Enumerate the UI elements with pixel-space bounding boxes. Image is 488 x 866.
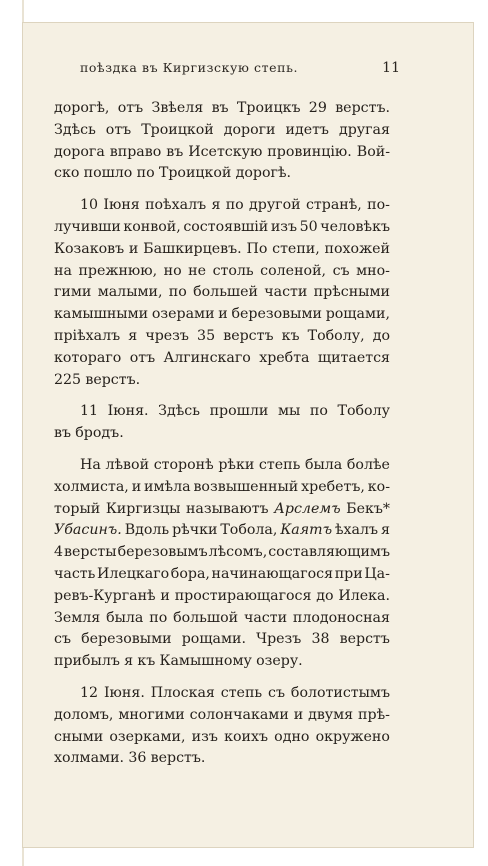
word: щитается xyxy=(317,349,390,366)
word: ревъ-Курганѣ xyxy=(54,587,156,604)
word: съ xyxy=(54,631,71,648)
word: дорога xyxy=(54,143,105,160)
word: была xyxy=(304,456,343,473)
word: одно xyxy=(274,728,310,745)
word: Чрезъ xyxy=(256,631,302,648)
word: большой xyxy=(173,609,239,626)
word: Башкирцевъ. xyxy=(143,240,242,257)
word: изъ xyxy=(191,728,218,745)
word: верстъ. xyxy=(150,750,206,767)
word: лѣсомъ, xyxy=(208,544,268,561)
word: котораго xyxy=(54,349,122,366)
word: состоявшій xyxy=(183,218,269,235)
text-line xyxy=(54,195,390,217)
text-line xyxy=(54,217,390,239)
word: солончаками xyxy=(189,706,289,723)
word: имѣла xyxy=(144,478,191,495)
word: по xyxy=(168,284,187,301)
word: бродъ. xyxy=(75,425,124,442)
word: часть xyxy=(54,565,96,582)
word: и xyxy=(131,478,142,495)
word: отъ xyxy=(129,349,156,366)
text-line xyxy=(54,651,390,673)
word: Земля xyxy=(54,609,101,626)
word: доломъ, xyxy=(54,706,114,723)
word: мно- xyxy=(356,262,390,279)
word: верстъ xyxy=(339,631,390,648)
word: по xyxy=(309,403,328,420)
word: озеру. xyxy=(256,653,303,670)
text-line xyxy=(54,142,390,164)
word: торый xyxy=(54,500,101,517)
word: плодоносная xyxy=(292,609,390,626)
word: Убасинъ. xyxy=(54,522,122,539)
word: многими xyxy=(118,706,185,723)
word: Троицкой xyxy=(141,121,214,138)
text-line xyxy=(54,629,390,651)
text-line xyxy=(54,564,390,586)
word: по xyxy=(225,197,244,214)
word: но xyxy=(163,262,182,279)
word: мы xyxy=(277,403,301,420)
word: большей xyxy=(193,284,258,301)
word: хребта xyxy=(259,349,310,366)
word: простирающагося xyxy=(174,587,312,604)
paragraph-gap xyxy=(54,673,390,683)
text-line xyxy=(54,370,390,392)
word: Здѣсь xyxy=(158,403,200,420)
word: начинающагося xyxy=(211,565,334,582)
word: части xyxy=(243,609,288,626)
word: холмиста, xyxy=(54,478,129,495)
text-line xyxy=(54,304,390,326)
word: и xyxy=(160,587,170,604)
word: степь xyxy=(258,456,301,473)
word: 11 xyxy=(80,403,99,420)
word: 4 xyxy=(54,544,64,561)
word: похожей xyxy=(324,240,390,257)
word: березовыми xyxy=(81,631,172,648)
word: По xyxy=(246,240,268,257)
word: на xyxy=(54,262,72,279)
text-line xyxy=(54,326,390,348)
text-line xyxy=(54,520,390,542)
word: провинцію. xyxy=(267,143,352,160)
word: Арслемъ xyxy=(274,500,341,517)
text-line xyxy=(54,477,390,499)
word: болотистымъ xyxy=(290,684,390,701)
word: и xyxy=(128,240,139,257)
text-line xyxy=(54,282,390,304)
word: по xyxy=(136,165,155,182)
paragraph xyxy=(54,455,390,673)
word: возвышенный xyxy=(193,478,299,495)
word: не xyxy=(188,262,207,279)
word: сторонѣ xyxy=(153,456,214,473)
word: конвой, xyxy=(123,218,181,235)
running-head-title: поѣздка въ Киргизскую степь. xyxy=(80,60,299,75)
word: озерками, xyxy=(109,728,186,745)
word: Тобола, xyxy=(220,522,278,539)
text-line xyxy=(54,401,390,423)
word: къ xyxy=(137,653,156,670)
word: я xyxy=(124,653,134,670)
word: ко- xyxy=(367,478,390,495)
word: бора, xyxy=(170,565,210,582)
word: Іюня. xyxy=(107,403,149,420)
word: окружено xyxy=(315,728,390,745)
word: березовыми xyxy=(231,306,322,323)
word: рощами, xyxy=(325,306,390,323)
word: до xyxy=(316,587,334,604)
word: 50 xyxy=(299,218,318,235)
word: дорогѣ. xyxy=(235,165,292,182)
word: въ xyxy=(211,100,229,116)
body-text xyxy=(54,98,390,770)
word: Плоская xyxy=(150,684,215,701)
word: Тоболу xyxy=(337,403,390,420)
word: лучивши xyxy=(54,218,121,235)
word: при xyxy=(334,565,363,582)
word: рѣки xyxy=(218,456,255,473)
word: холмами. xyxy=(54,750,125,767)
word: называютъ xyxy=(185,500,269,517)
text-line xyxy=(54,455,390,477)
word: человѣкъ xyxy=(320,218,390,235)
word: Ца- xyxy=(364,565,390,582)
word: Камышному xyxy=(159,653,252,670)
word: степь xyxy=(220,684,263,701)
word: столь xyxy=(212,262,254,279)
word: составляющимъ xyxy=(268,544,390,561)
word: дорогѣ, xyxy=(54,100,110,116)
word: Бекъ* xyxy=(346,500,390,517)
word: Каятъ xyxy=(280,522,333,539)
paragraph xyxy=(54,683,390,770)
word: гими xyxy=(54,284,92,301)
word: до xyxy=(372,327,390,344)
text-line xyxy=(54,163,390,185)
word: рощами. xyxy=(181,631,246,648)
word: съ xyxy=(268,684,286,701)
word: въ xyxy=(166,143,184,160)
word: Козаковъ xyxy=(54,240,125,257)
text-line xyxy=(54,748,390,770)
word: поѣхалъ xyxy=(145,197,207,214)
word: я xyxy=(128,327,138,344)
word: Вой- xyxy=(356,143,390,160)
word: и xyxy=(293,706,304,723)
word: части xyxy=(264,284,308,301)
word: версты xyxy=(64,544,117,561)
word: 10 xyxy=(80,197,99,214)
word: рѣчки xyxy=(172,522,218,539)
word: камышными xyxy=(54,306,149,323)
paragraph xyxy=(54,401,390,445)
word: по- xyxy=(367,197,390,214)
word: странѣ, xyxy=(305,197,362,214)
word: Вдоль xyxy=(124,522,170,539)
text-line xyxy=(54,239,390,261)
paragraph xyxy=(54,98,390,185)
word: пріѣхалъ xyxy=(54,327,121,344)
running-head xyxy=(80,60,400,75)
word: лѣвой xyxy=(105,456,150,473)
word: другая xyxy=(338,121,390,138)
word: прежнюю, xyxy=(78,262,158,279)
word: и xyxy=(218,306,228,323)
word: верстъ xyxy=(223,327,274,344)
text-line xyxy=(54,348,390,370)
word: въ xyxy=(54,425,72,442)
word: 38 xyxy=(311,631,330,648)
text-line xyxy=(54,608,390,630)
word: 12 xyxy=(80,684,99,701)
word: прѣ- xyxy=(358,706,390,723)
word: вправо xyxy=(109,143,162,160)
word: сными xyxy=(54,728,104,745)
word: отъ xyxy=(117,100,144,116)
text-line xyxy=(54,120,390,142)
word: къ xyxy=(281,327,300,344)
word: отъ xyxy=(105,121,132,138)
word: Троицкой xyxy=(158,165,232,182)
word: верстъ. xyxy=(335,100,390,116)
word: 36 xyxy=(128,750,147,767)
text-line xyxy=(54,423,390,445)
word: прибылъ xyxy=(54,653,120,670)
word: березовымъ xyxy=(117,544,208,561)
word: пошло xyxy=(83,165,133,182)
word: дороги xyxy=(223,121,276,138)
text-line xyxy=(54,705,390,727)
word: 225 xyxy=(54,371,82,388)
text-line xyxy=(54,98,390,120)
word: Исетскую xyxy=(188,143,263,160)
word: степи, xyxy=(272,240,320,257)
word: малыми, xyxy=(97,284,163,301)
word: озерами xyxy=(151,306,215,323)
text-line xyxy=(54,586,390,608)
word: Илека. xyxy=(338,587,390,604)
paragraph xyxy=(54,195,390,391)
word: изъ xyxy=(270,218,298,235)
word: я xyxy=(211,197,221,214)
word: ско xyxy=(54,165,80,182)
paragraph-gap xyxy=(54,185,390,195)
word: Тоболу, xyxy=(307,327,365,344)
word: съ xyxy=(332,262,350,279)
word: по xyxy=(149,609,168,626)
word: двумя xyxy=(308,706,354,723)
text-line xyxy=(54,683,390,705)
word: прошли xyxy=(209,403,269,420)
word: Здѣсь xyxy=(54,121,96,138)
word: Іюня. xyxy=(103,684,145,701)
word: ѣхалъ xyxy=(335,522,379,539)
word: На xyxy=(80,456,101,473)
word: верстъ. xyxy=(85,371,141,388)
text-line xyxy=(54,261,390,283)
word: Киргизцы xyxy=(105,500,181,517)
word: Іюня xyxy=(103,197,140,214)
word: прѣсными xyxy=(313,284,390,301)
paragraph-gap xyxy=(54,391,390,401)
page-number: 11 xyxy=(382,60,400,76)
text-line xyxy=(54,727,390,749)
word: соленой, xyxy=(260,262,327,279)
word: идетъ xyxy=(285,121,329,138)
word: чрезъ xyxy=(145,327,189,344)
word: я xyxy=(380,522,390,539)
word: 29 xyxy=(308,100,327,116)
word: Звѣеля xyxy=(151,100,204,116)
word: коихъ xyxy=(224,728,268,745)
text-line xyxy=(54,542,390,564)
paragraph-gap xyxy=(54,445,390,455)
text-line xyxy=(54,499,390,521)
word: была xyxy=(106,609,144,626)
word: другой xyxy=(249,197,301,214)
word: болѣе xyxy=(346,456,390,473)
word: Алгинскаго xyxy=(163,349,251,366)
word: Илецкаго xyxy=(96,565,170,582)
word: Троицкъ xyxy=(236,100,301,116)
word: 35 xyxy=(197,327,216,344)
word: хребетъ, xyxy=(301,478,365,495)
